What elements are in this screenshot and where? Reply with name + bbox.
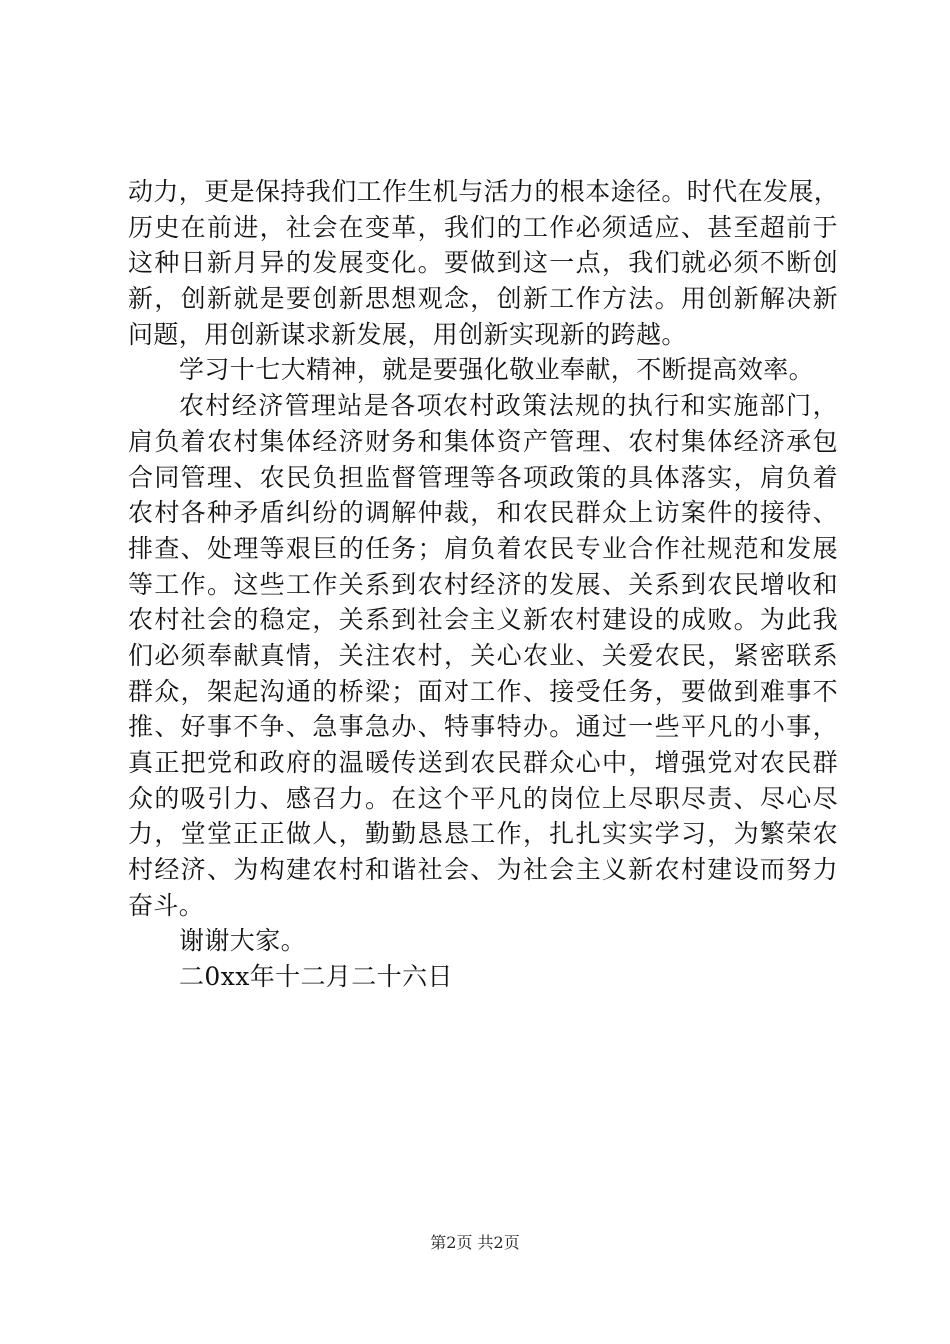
page-footer: [0, 1232, 950, 1254]
text-line: 村经济、为构建农村和谐社会、为社会主义新农村建设而努力: [128, 855, 838, 885]
closing-text: 谢谢大家。: [179, 926, 307, 956]
text-line: 推、好事不争、急事急办、特事特办。通过一些平凡的小事，: [128, 712, 838, 742]
text-line: 排查、处理等艰巨的任务；肩负着农民专业合作社规范和发展: [128, 533, 838, 563]
text-line: 群众，架起沟通的桥梁；面对工作、接受任务，要做到难事不: [128, 676, 838, 706]
text-line: 新，创新就是要创新思想观念，创新工作方法。用创新解决新: [128, 284, 838, 314]
text-line: 这种日新月异的发展变化。要做到这一点，我们就必须不断创: [128, 248, 838, 278]
paragraph-2: [128, 352, 838, 388]
document-body: [128, 174, 838, 995]
page-indicator: 第2页 共2页: [430, 1233, 520, 1252]
text-line: 等工作。这些工作关系到农村经济的发展、关系到农民增收和: [128, 569, 838, 599]
text-line: 真正把党和政府的温暖传送到农民群众心中，增强党对农民群: [128, 748, 838, 777]
text-line: 肩负着农村集体经济财务和集体资产管理、农村集体经济承包: [128, 426, 838, 456]
text-line: 学习十七大精神，就是要强化敬业奉献，不断提高效率。: [179, 355, 815, 385]
closing-remark: [128, 923, 838, 959]
text-line: 合同管理、农民负担监督管理等各项政策的具体落实，肩负着: [128, 462, 838, 492]
paragraph-1: [128, 174, 838, 352]
text-line: 农村经济管理站是各项农村政策法规的执行和实施部门，: [179, 391, 838, 421]
text-line: 问题，用创新谋求新发展，用创新实现新的跨越。: [128, 319, 687, 349]
text-line: 众的吸引力、感召力。在这个平凡的岗位上尽职尽责、尽心尽: [128, 783, 838, 813]
date-text: 二0xx年十二月二十六日: [179, 962, 453, 992]
text-line: 历史在前进，社会在变革，我们的工作必须适应、甚至超前于: [128, 212, 838, 242]
text-line: 们必须奉献真情，关注农村，关心农业、关爱农民，紧密联系: [128, 640, 838, 670]
text-line: 动力，更是保持我们工作生机与活力的根本途径。时代在发展，: [128, 177, 840, 206]
text-line: 农村社会的稳定，关系到社会主义新农村建设的成败。为此我: [128, 605, 838, 635]
document-date: [128, 959, 838, 995]
text-line: 力，堂堂正正做人，勤勤恳恳工作，扎扎实实学习，为繁荣农: [128, 819, 838, 849]
text-line: 农村各种矛盾纠纷的调解仲裁，和农民群众上访案件的接待、: [128, 498, 838, 528]
paragraph-3: [128, 388, 838, 923]
text-line: 奋斗。: [128, 890, 205, 920]
